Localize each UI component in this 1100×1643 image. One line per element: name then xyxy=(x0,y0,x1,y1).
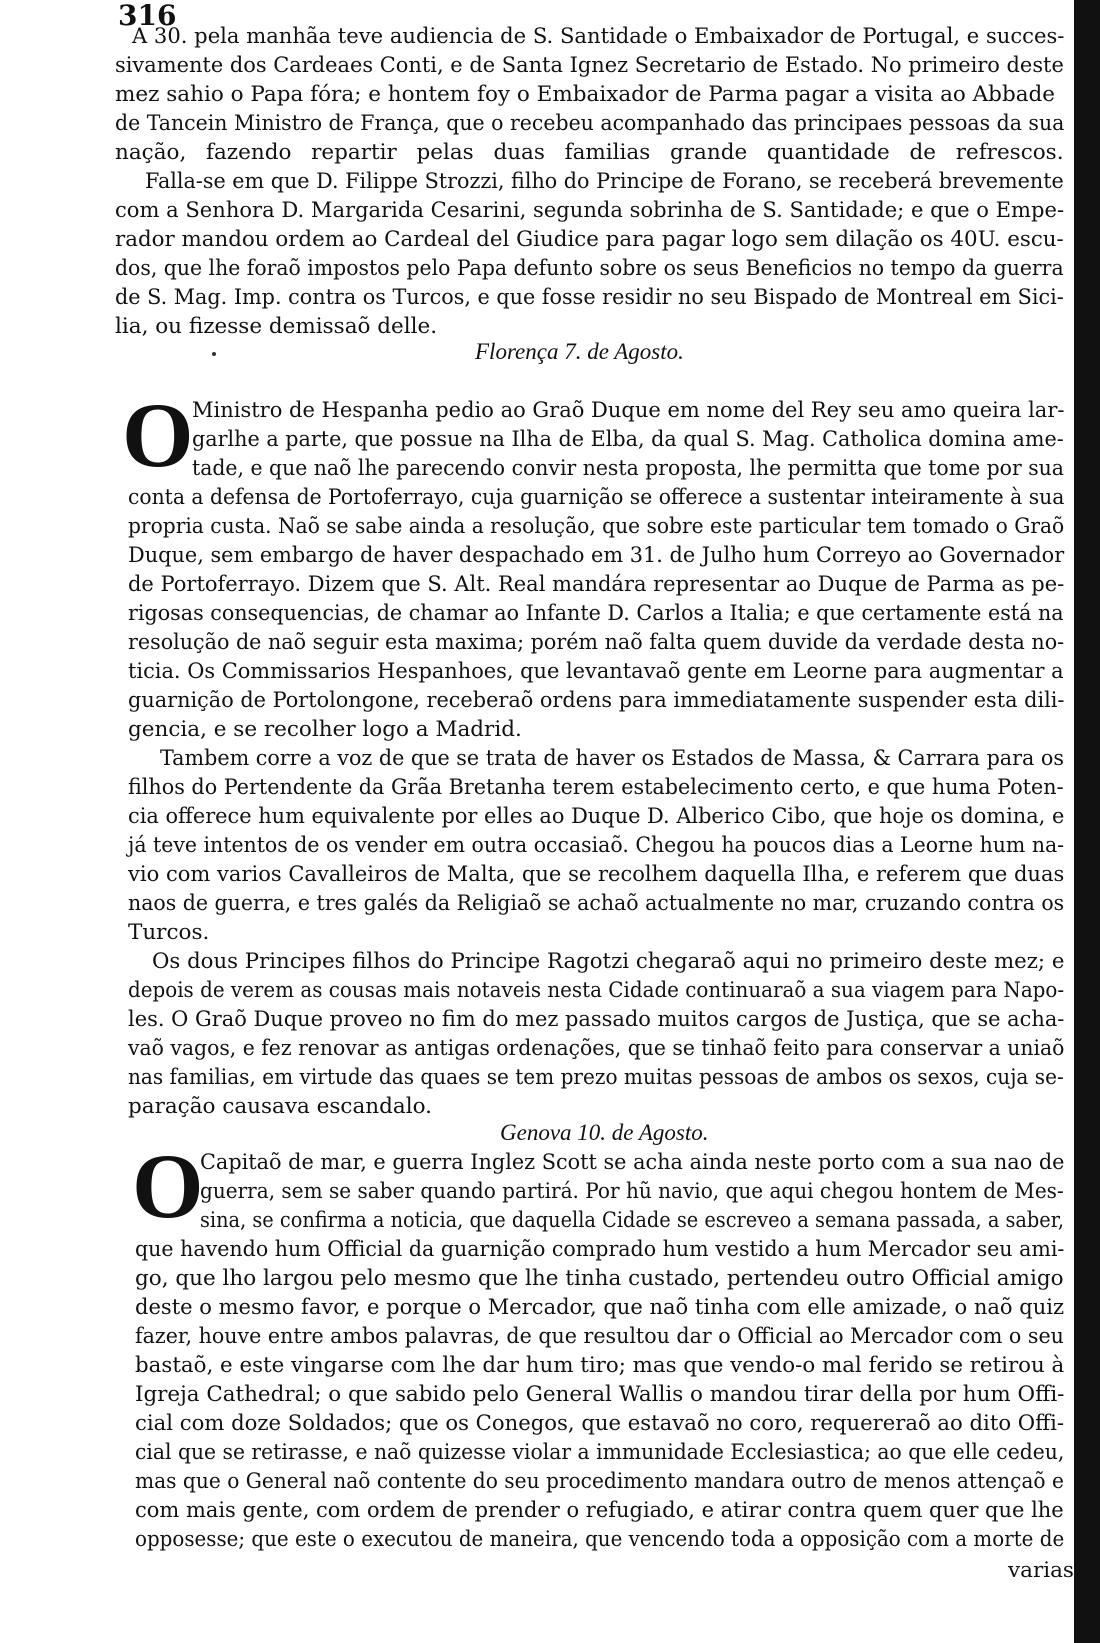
text-line: com a Senhora D. Margarida Cesarini, segunda sobrinha de S. Santidade; e que o Empe- xyxy=(115,198,1065,223)
text-line: lia, ou fizesse demissaõ delle. xyxy=(115,314,438,339)
text-line: A 30. pela manhãa teve audiencia de S. Santidade o Embaixador de Portugal, e succes- xyxy=(132,24,1065,49)
drop-cap: O xyxy=(122,384,194,486)
text-line: paração causava escandalo. xyxy=(128,1094,432,1119)
text-line: bastaõ, e este vingarse com lhe dar hum tiro; mas que vendo-o mal ferido se retirou à xyxy=(135,1353,1065,1378)
text-line: Ministro de Hespanha pedio ao Graõ Duque em nome del Rey seu amo queira lar- xyxy=(192,398,1065,423)
text-line: resolução de naõ seguir esta maxima; porém naõ falta quem duvide da verdade desta no- xyxy=(128,630,1065,655)
text-line: go, que lho largou pelo mesmo que lhe tinha custado, pertendeu outro Official amigo xyxy=(135,1266,1064,1291)
text-line: guarnição de Portolongone, receberaõ ordens para immediatamente suspender esta dili- xyxy=(128,688,1065,713)
drop-cap: O xyxy=(132,1135,204,1237)
text-line: deste o mesmo favor, e porque o Mercador, que naõ tinha com elle amizade, o naõ quiz xyxy=(135,1295,1065,1320)
text-line: rigosas consequencias, de chamar ao Infante D. Carlos a Italia; e que certamente está na xyxy=(128,601,1064,626)
text-line: garlhe a parte, que possue na Ilha de Elba, da qual S. Mag. Catholica domina ame- xyxy=(192,427,1064,452)
text-line: conta a defensa de Portoferrayo, cuja guarnição se offerece a sustentar inteiramente à sua xyxy=(128,485,1065,510)
text-line: tade, e que naõ lhe parecendo convir nesta proposta, lhe permitta que tome por sua xyxy=(192,456,1064,481)
text-line: de S. Mag. Imp. contra os Turcos, e que fosse residir no seu Bispado de Montreal em Sici- xyxy=(115,285,1064,310)
text-line: opposesse; que este o executou de maneira, que vencendo toda a opposição com a morte de xyxy=(135,1527,1065,1552)
text-line: Falla-se em que D. Filippe Strozzi, filho do Principe de Forano, se receberá brevemente xyxy=(145,169,1064,194)
catchword: varias xyxy=(1008,1558,1074,1583)
page-number: 316 xyxy=(118,0,177,32)
print-speck xyxy=(212,352,216,356)
text-line: mas que o General naõ contente do seu procedimento mandara outro de menos attençaõ e xyxy=(135,1469,1064,1494)
dateline-genova: Genova 10. de Agosto. xyxy=(500,1120,709,1145)
text-line: mez sahio o Papa fóra; e hontem foy o Embaixador de Parma pagar a visita ao Abbade xyxy=(115,82,1056,107)
text-line: já teve intentos de os vender em outra occasiaõ. Chegou ha poucos dias a Leorne hum na- xyxy=(128,833,1065,858)
text-line: gencia, e se recolher logo a Madrid. xyxy=(128,717,522,742)
text-line: Turcos. xyxy=(128,920,210,945)
text-line: propria custa. Naõ se sabe ainda a resolução, que sobre este particular tem tomado o Graõ xyxy=(128,514,1065,539)
text-line: com mais gente, com ordem de prender o refugiado, e atirar contra quem quer que lhe xyxy=(135,1498,1064,1523)
text-line: nas familias, em virtude das quaes se tem prezo muitas pessoas de ambos os sexos, cuja se- xyxy=(128,1065,1064,1090)
text-line: guerra, sem se saber quando partirá. Por hũ navio, que aqui chegou hontem de Mes- xyxy=(200,1179,1064,1204)
page-edge-shadow xyxy=(1074,0,1100,1643)
text-line: sina, se confirma a noticia, que daquella Cidade se escreveo a semana passada, a saber, xyxy=(200,1208,1065,1233)
text-line: les. O Graõ Duque proveo no fim do mez passado muitos cargos de Justiça, que se acha- xyxy=(128,1007,1065,1032)
text-line: Tambem corre a voz de que se trata de haver os Estados de Massa, & Carrara para os xyxy=(160,746,1064,771)
text-line: filhos do Pertendente da Grãa Bretanha terem estabelecimento certo, e que huma Poten- xyxy=(128,775,1064,800)
text-line: fazer, houve entre ambos palavras, de que resultou dar o Official ao Mercador com o seu xyxy=(135,1324,1064,1349)
text-line: dos, que lhe foraõ impostos pelo Papa defunto sobre os seus Beneficios no tempo da guerra xyxy=(115,256,1064,281)
text-line: rador mandou ordem ao Cardeal del Giudice para pagar logo sem dilação os 40U. escu- xyxy=(115,227,1064,252)
text-line: cial com doze Soldados; que os Conegos, que estavaõ no coro, requereraõ ao dito Offi- xyxy=(135,1411,1065,1436)
text-line: Capitaõ de mar, e guerra Inglez Scott se acha ainda neste porto com a sua nao de xyxy=(200,1150,1065,1175)
text-line: depois de verem as cousas mais notaveis nesta Cidade continuaraõ a sua viagem para Napo- xyxy=(128,978,1065,1003)
text-line: Duque, sem embargo de haver despachado em 31. de Julho hum Correyo ao Governador xyxy=(128,543,1065,568)
dateline-florenca: Florença 7. de Agosto. xyxy=(475,339,684,364)
text-line: cial que se retirasse, e naõ quizesse violar a immunidade Ecclesiastica; ao que elle cedeu, xyxy=(135,1440,1065,1465)
text-line: nação, fazendo repartir pelas duas familias grande quantidade de refrescos. xyxy=(115,140,1064,165)
text-line: vio com varios Cavalleiros de Malta, que se recolhem daquella Ilha, e referem que duas xyxy=(128,862,1065,887)
text-line: sivamente dos Cardeaes Conti, e de Santa Ignez Secretario de Estado. No primeiro deste xyxy=(115,53,1064,78)
text-line: Igreja Cathedral; o que sabido pelo General Wallis o mandou tirar della por hum Offi- xyxy=(135,1382,1065,1407)
text-line: Os dous Principes filhos do Principe Ragotzi chegaraõ aqui no primeiro deste mez; e xyxy=(152,949,1065,974)
text-line: ticia. Os Commissarios Hespanhoes, que levantavaõ gente em Leorne para augmentar a xyxy=(128,659,1064,684)
text-line: cia offerece hum equivalente por elles ao Duque D. Alberico Cibo, que hoje os domina, e xyxy=(128,804,1065,829)
text-line: de Tancein Ministro de França, que o recebeu acompanhado das principaes pessoas da sua xyxy=(115,111,1065,136)
text-line: de Portoferrayo. Dizem que S. Alt. Real mandára representar ao Duque de Parma as pe- xyxy=(128,572,1065,597)
text-line: que havendo hum Official da guarnição comprado hum vestido a hum Mercador seu ami- xyxy=(135,1237,1065,1262)
text-line: naos de guerra, e tres galés da Religiaõ se achaõ actualmente no mar, cruzando contra os xyxy=(128,891,1065,916)
text-line: vaõ vagos, e fez renovar as antigas ordenações, que se tinhaõ feito para conservar a uniaõ xyxy=(128,1036,1065,1061)
